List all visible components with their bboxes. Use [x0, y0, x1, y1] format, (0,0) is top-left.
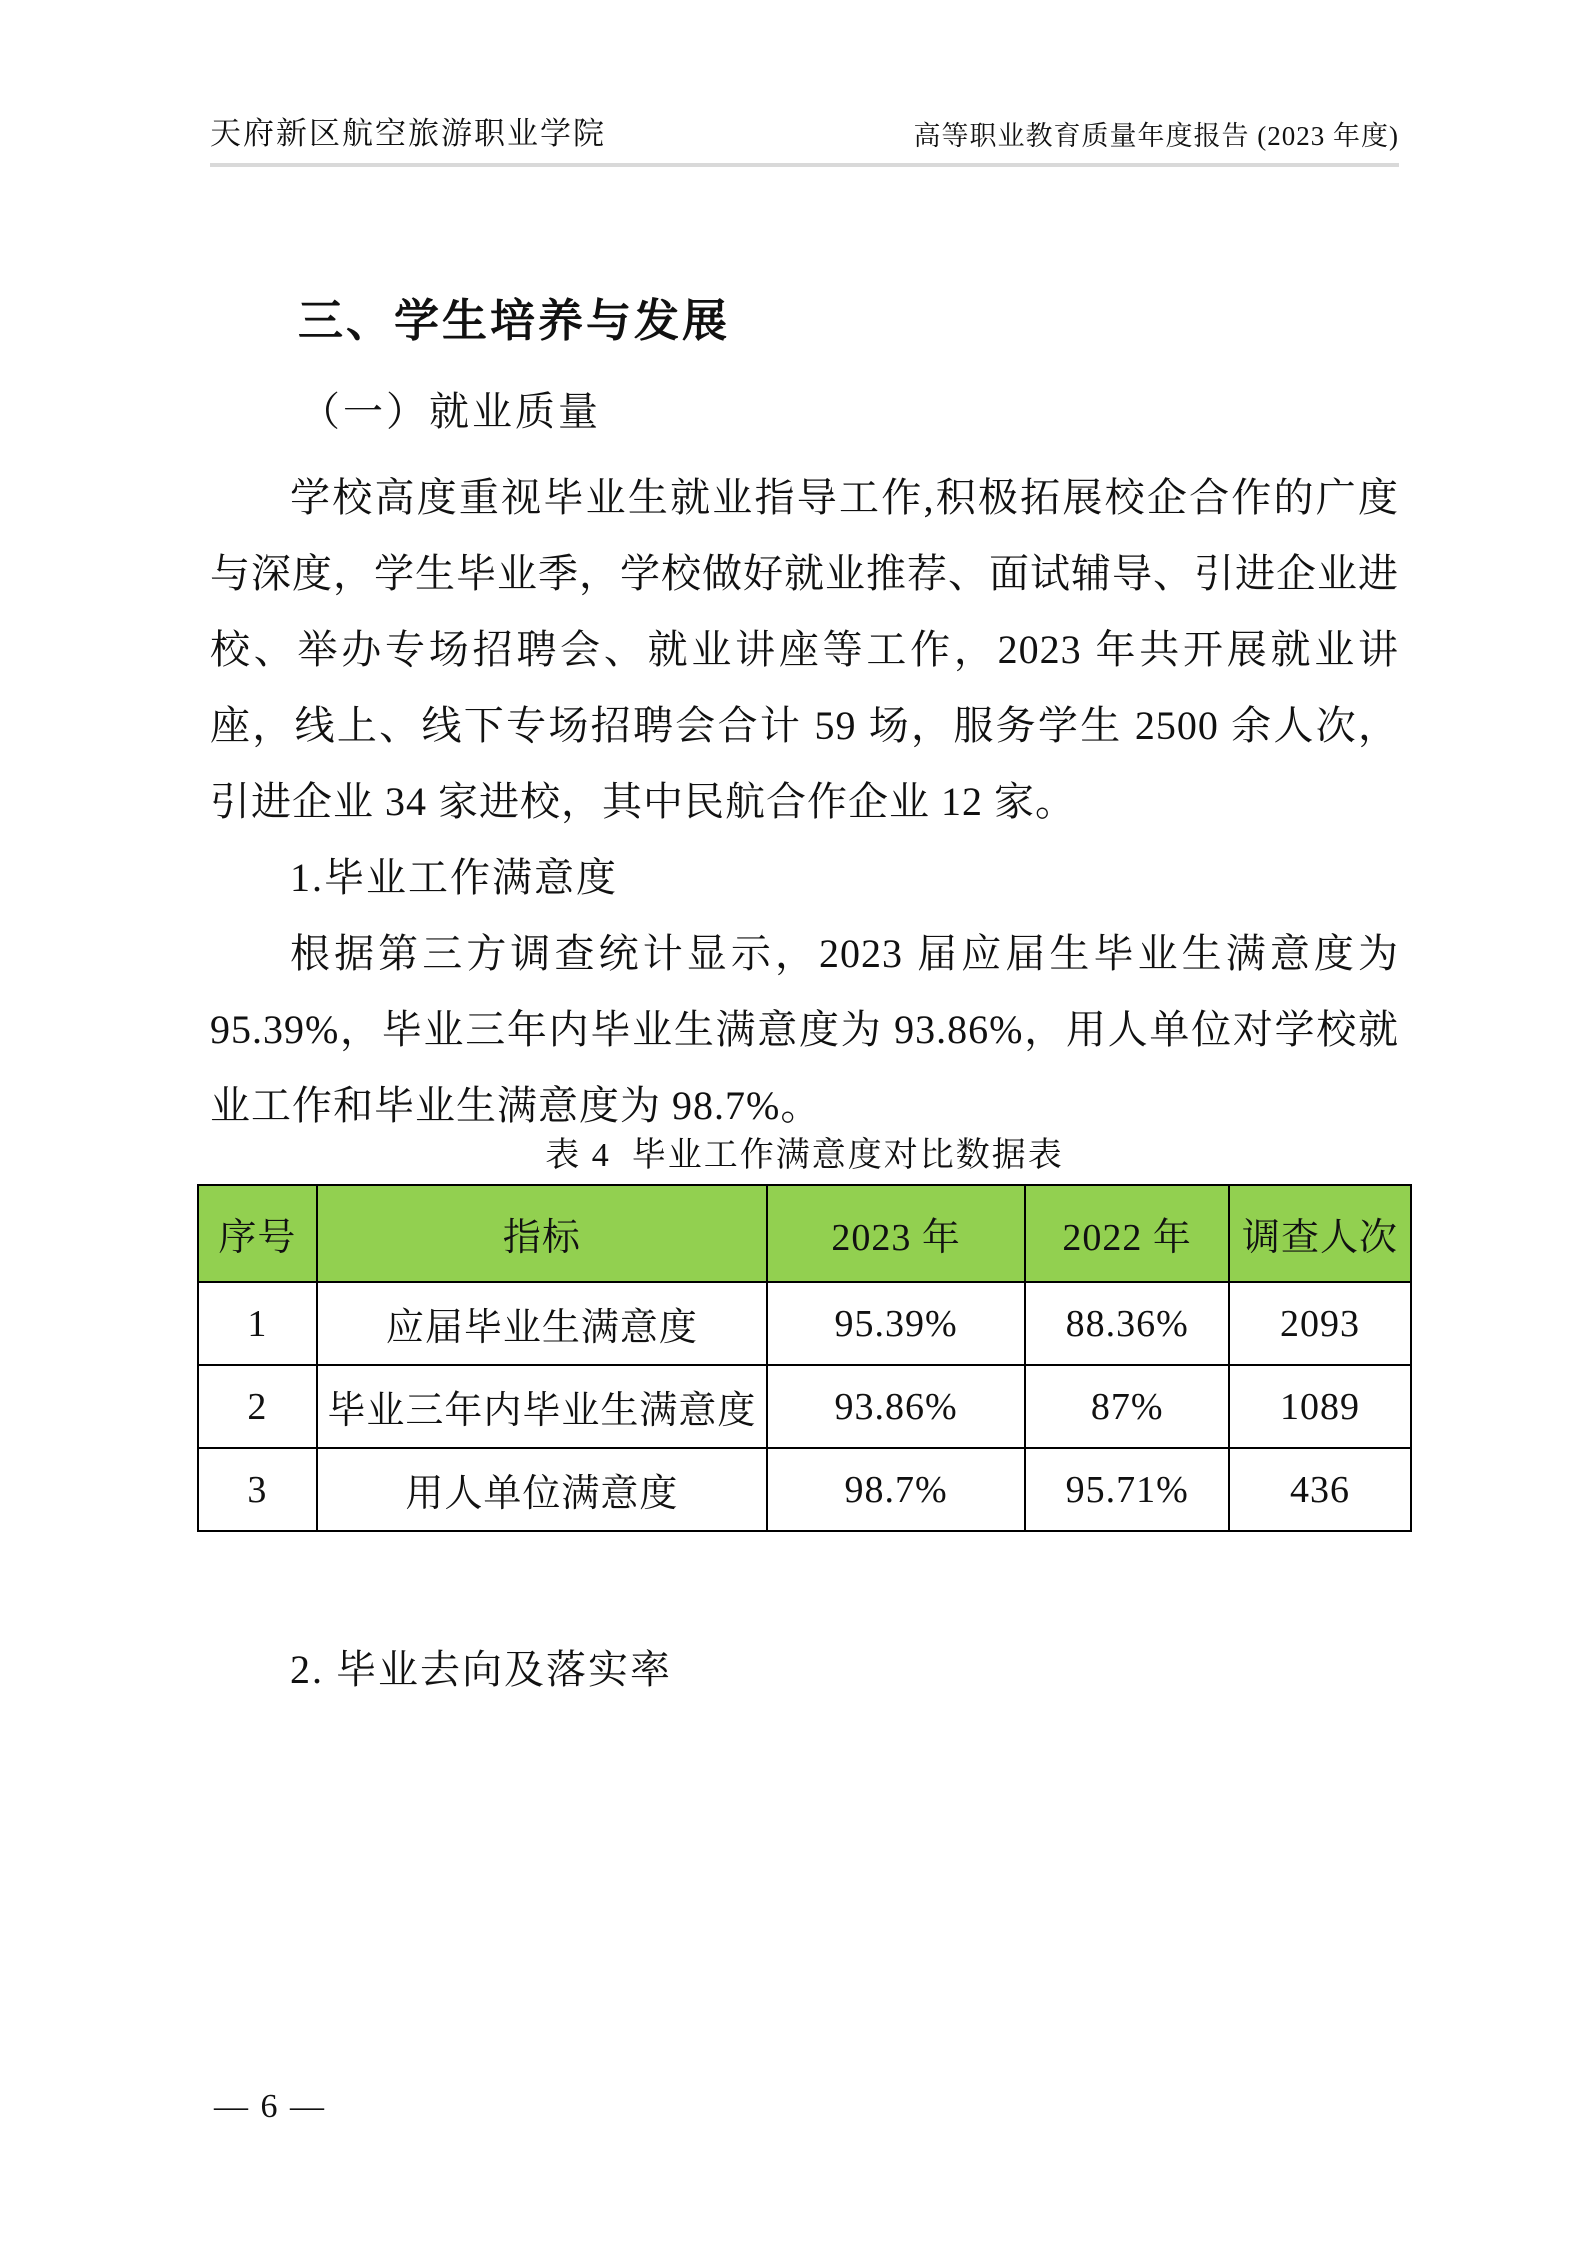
table-row: [198, 1448, 1411, 1531]
paragraph-employment-guidance: 学校高度重视毕业生就业指导工作,积极拓展校企合作的广度与深度，学生毕业季，学校做好就业推荐、面试辅导、引进企业进校、举办专场招聘会、就业讲座等工作，2023 年共开展就业讲座，线上、线下专场招聘会合计 59 场，服务学生 2500 余人次，引进企业 34 家进校，其中民航合作企业 12 家。: [210, 475, 1399, 824]
paragraph-satisfaction-stats: 根据第三方调查统计显示，2023 届应届生毕业生满意度为 95.39%，毕业三年内毕业生满意度为 93.86%，用人单位对学校就业工作和毕业生满意度为 98.7%。: [210, 931, 1399, 1128]
cell-2023: 98.7%: [767, 1448, 1025, 1531]
col-header-2023: 2023 年: [767, 1185, 1025, 1282]
cell-indicator: 用人单位满意度: [317, 1448, 767, 1531]
satisfaction-comparison-table: [197, 1184, 1412, 1532]
page-header: [210, 108, 1399, 167]
cell-2023: 93.86%: [767, 1365, 1025, 1448]
table-row: [198, 1365, 1411, 1448]
col-header-index: 序号: [198, 1185, 317, 1282]
cell-2022: 87%: [1025, 1365, 1229, 1448]
subsection-title: （一）就业质量: [300, 389, 601, 434]
cell-index: 2: [198, 1365, 317, 1448]
page-content: [210, 166, 1399, 1708]
cell-indicator: 应届毕业生满意度: [317, 1282, 767, 1365]
table-header-row: [198, 1185, 1411, 1282]
header-report-title: 高等职业教育质量年度报告 (2023 年度): [913, 121, 1399, 151]
col-header-surveyed: 调查人次: [1229, 1185, 1411, 1282]
table-row: [198, 1282, 1411, 1365]
cell-index: 1: [198, 1282, 317, 1365]
page-footer: [214, 2088, 326, 2126]
cell-2022: 95.71%: [1025, 1448, 1229, 1531]
cell-2022: 88.36%: [1025, 1282, 1229, 1365]
table-caption: 表 4 毕业工作满意度对比数据表: [545, 1137, 1064, 1174]
cell-surveyed: 436: [1229, 1448, 1411, 1531]
section-title: 三、学生培养与发展: [298, 295, 731, 346]
cell-surveyed: 1089: [1229, 1365, 1411, 1448]
page-number: — 6 —: [214, 2088, 326, 2125]
cell-indicator: 毕业三年内毕业生满意度: [317, 1365, 767, 1448]
heading-graduation-destination: 2. 毕业去向及落实率: [290, 1647, 672, 1692]
heading-job-satisfaction: 1.毕业工作满意度: [290, 855, 618, 900]
cell-index: 3: [198, 1448, 317, 1531]
header-school-name: 天府新区航空旅游职业学院: [210, 116, 606, 151]
cell-2023: 95.39%: [767, 1282, 1025, 1365]
col-header-indicator: 指标: [317, 1185, 767, 1282]
col-header-2022: 2022 年: [1025, 1185, 1229, 1282]
cell-surveyed: 2093: [1229, 1282, 1411, 1365]
